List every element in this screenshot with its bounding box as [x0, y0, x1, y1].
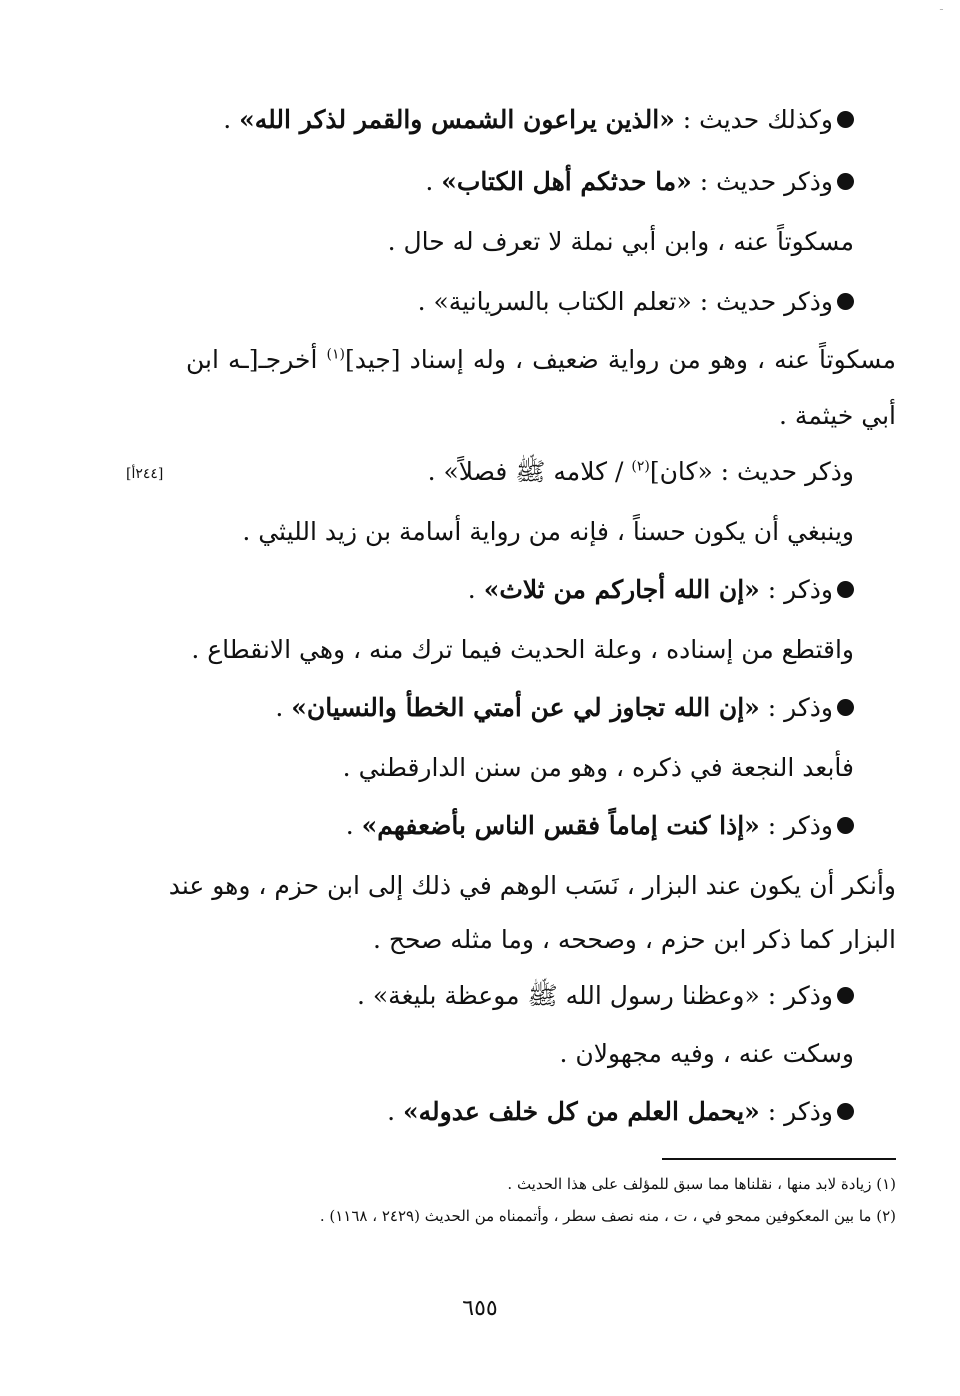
footnote-ref: (١): [326, 346, 345, 363]
hadith-quote: «إن الله أجاركم من ثلاث»: [483, 575, 760, 604]
bullet-icon: [837, 111, 854, 128]
bullet-icon: [837, 987, 854, 1004]
line-suffix: .: [275, 693, 292, 722]
hadith-quote: «الذين يراعون الشمس والقمر لذكر الله»: [239, 105, 675, 134]
line-suffix: .: [425, 167, 442, 196]
footnote-1: (١) زيادة لابد منها ، نقلناها مما سبق للمؤلف على هذا الحديث .: [507, 1175, 896, 1193]
line-prefix: وذكر :: [759, 811, 833, 840]
line-prefix: وذكر حديث :: [691, 167, 833, 196]
hadith-quote: «يحمل العلم من كل خلف عدوله»: [402, 1097, 760, 1126]
line-suffix: .: [467, 575, 484, 604]
hadith-quote: «تعلم الكتاب بالسريانية»: [433, 287, 692, 316]
text-line-3: مسكوتاً عنه ، وابن أبي نملة لا تعرف له حال .: [387, 227, 854, 256]
corner-mark: ـ: [940, 2, 943, 13]
bullet-icon: [837, 293, 854, 310]
text-line-6: أبي خيثمة .: [779, 401, 896, 430]
text-line-7: [144, 452, 854, 492]
text-line-12: فأبعد النجعة في ذكره ، وهو من سنن الدارقطني .: [342, 753, 854, 782]
line-suffix: .: [417, 287, 434, 316]
line-text: مسكوتاً عنه ، وهو من رواية ضعيف ، وله إسناد [جيد]: [344, 345, 896, 374]
text-line-5: [186, 340, 896, 380]
line-prefix: وكذلك حديث :: [674, 105, 833, 134]
text-line-15: البزار كما ذكر ابن حزم ، وصححه ، وما مثله صحح .: [372, 925, 896, 954]
line-text: / كلامه ﷺ فصلاً» .: [427, 457, 632, 486]
text-line-10: واقتطع من إسناده ، وعلة الحديث فيما ترك منه ، وهي الانقطاع .: [191, 635, 854, 664]
text-line-2: [144, 162, 854, 202]
bullet-icon: [837, 173, 854, 190]
text-line-18: [144, 1092, 854, 1132]
text-line-16: [144, 976, 854, 1016]
footnote-ref: (٢): [631, 458, 650, 475]
hadith-quote: «إن الله تجاوز لي عن أمتي الخطأ والنسيان»: [291, 693, 760, 722]
line-prefix: وذكر :: [759, 693, 833, 722]
hadith-quote: «ما حدثكم أهل الكتاب»: [441, 167, 692, 196]
bullet-icon: [837, 581, 854, 598]
line-prefix: وذكر حديث :: [691, 287, 833, 316]
line-text: وذكر حديث : «كان]: [649, 457, 854, 486]
line-text: أخرجـ[ـه ابن: [186, 345, 327, 374]
bullet-icon: [837, 1103, 854, 1120]
line-suffix: .: [345, 811, 362, 840]
footnote-2: (٢) ما بين المعكوفين ممحو في ، ت ، منه نصف سطر ، وأتممناه من الحديث (٢٤٢٩ ، ١١٦٨) .: [319, 1207, 896, 1225]
text-line-8: وينبغي أن يكون حسناً ، فإنه من رواية أسامة بن زيد الليثي .: [242, 517, 854, 546]
bullet-icon: [837, 817, 854, 834]
line-suffix: .: [223, 105, 240, 134]
text-line-1: [144, 100, 854, 140]
line-prefix: وذكر :: [759, 1097, 833, 1126]
hadith-quote: «إذا كنت إماماً فقس الناس بأضعفهم»: [361, 811, 760, 840]
line-prefix: وذكر :: [759, 575, 833, 604]
text-line-13: [144, 806, 854, 846]
text-line-9: [144, 570, 854, 610]
text-line-11: [144, 688, 854, 728]
text-line-4: [144, 282, 854, 322]
footnote-divider: [662, 1158, 896, 1160]
text-line-14: وأنكر أن يكون عند البزار ، نَسَب الوهم في ذلك إلى ابن حزم ، وهو عند: [168, 871, 896, 900]
line-text: وذكر : «وعظنا رسول الله ﷺ موعظة بليغة» .: [356, 981, 833, 1010]
bullet-icon: [837, 699, 854, 716]
manuscript-folio-note: [٢٤٤أ]: [126, 466, 164, 482]
page-number: ٦٥٥: [462, 1296, 498, 1321]
text-line-17: وسكت عنه ، وفيه مجهولان .: [559, 1039, 854, 1068]
line-suffix: .: [387, 1097, 403, 1126]
